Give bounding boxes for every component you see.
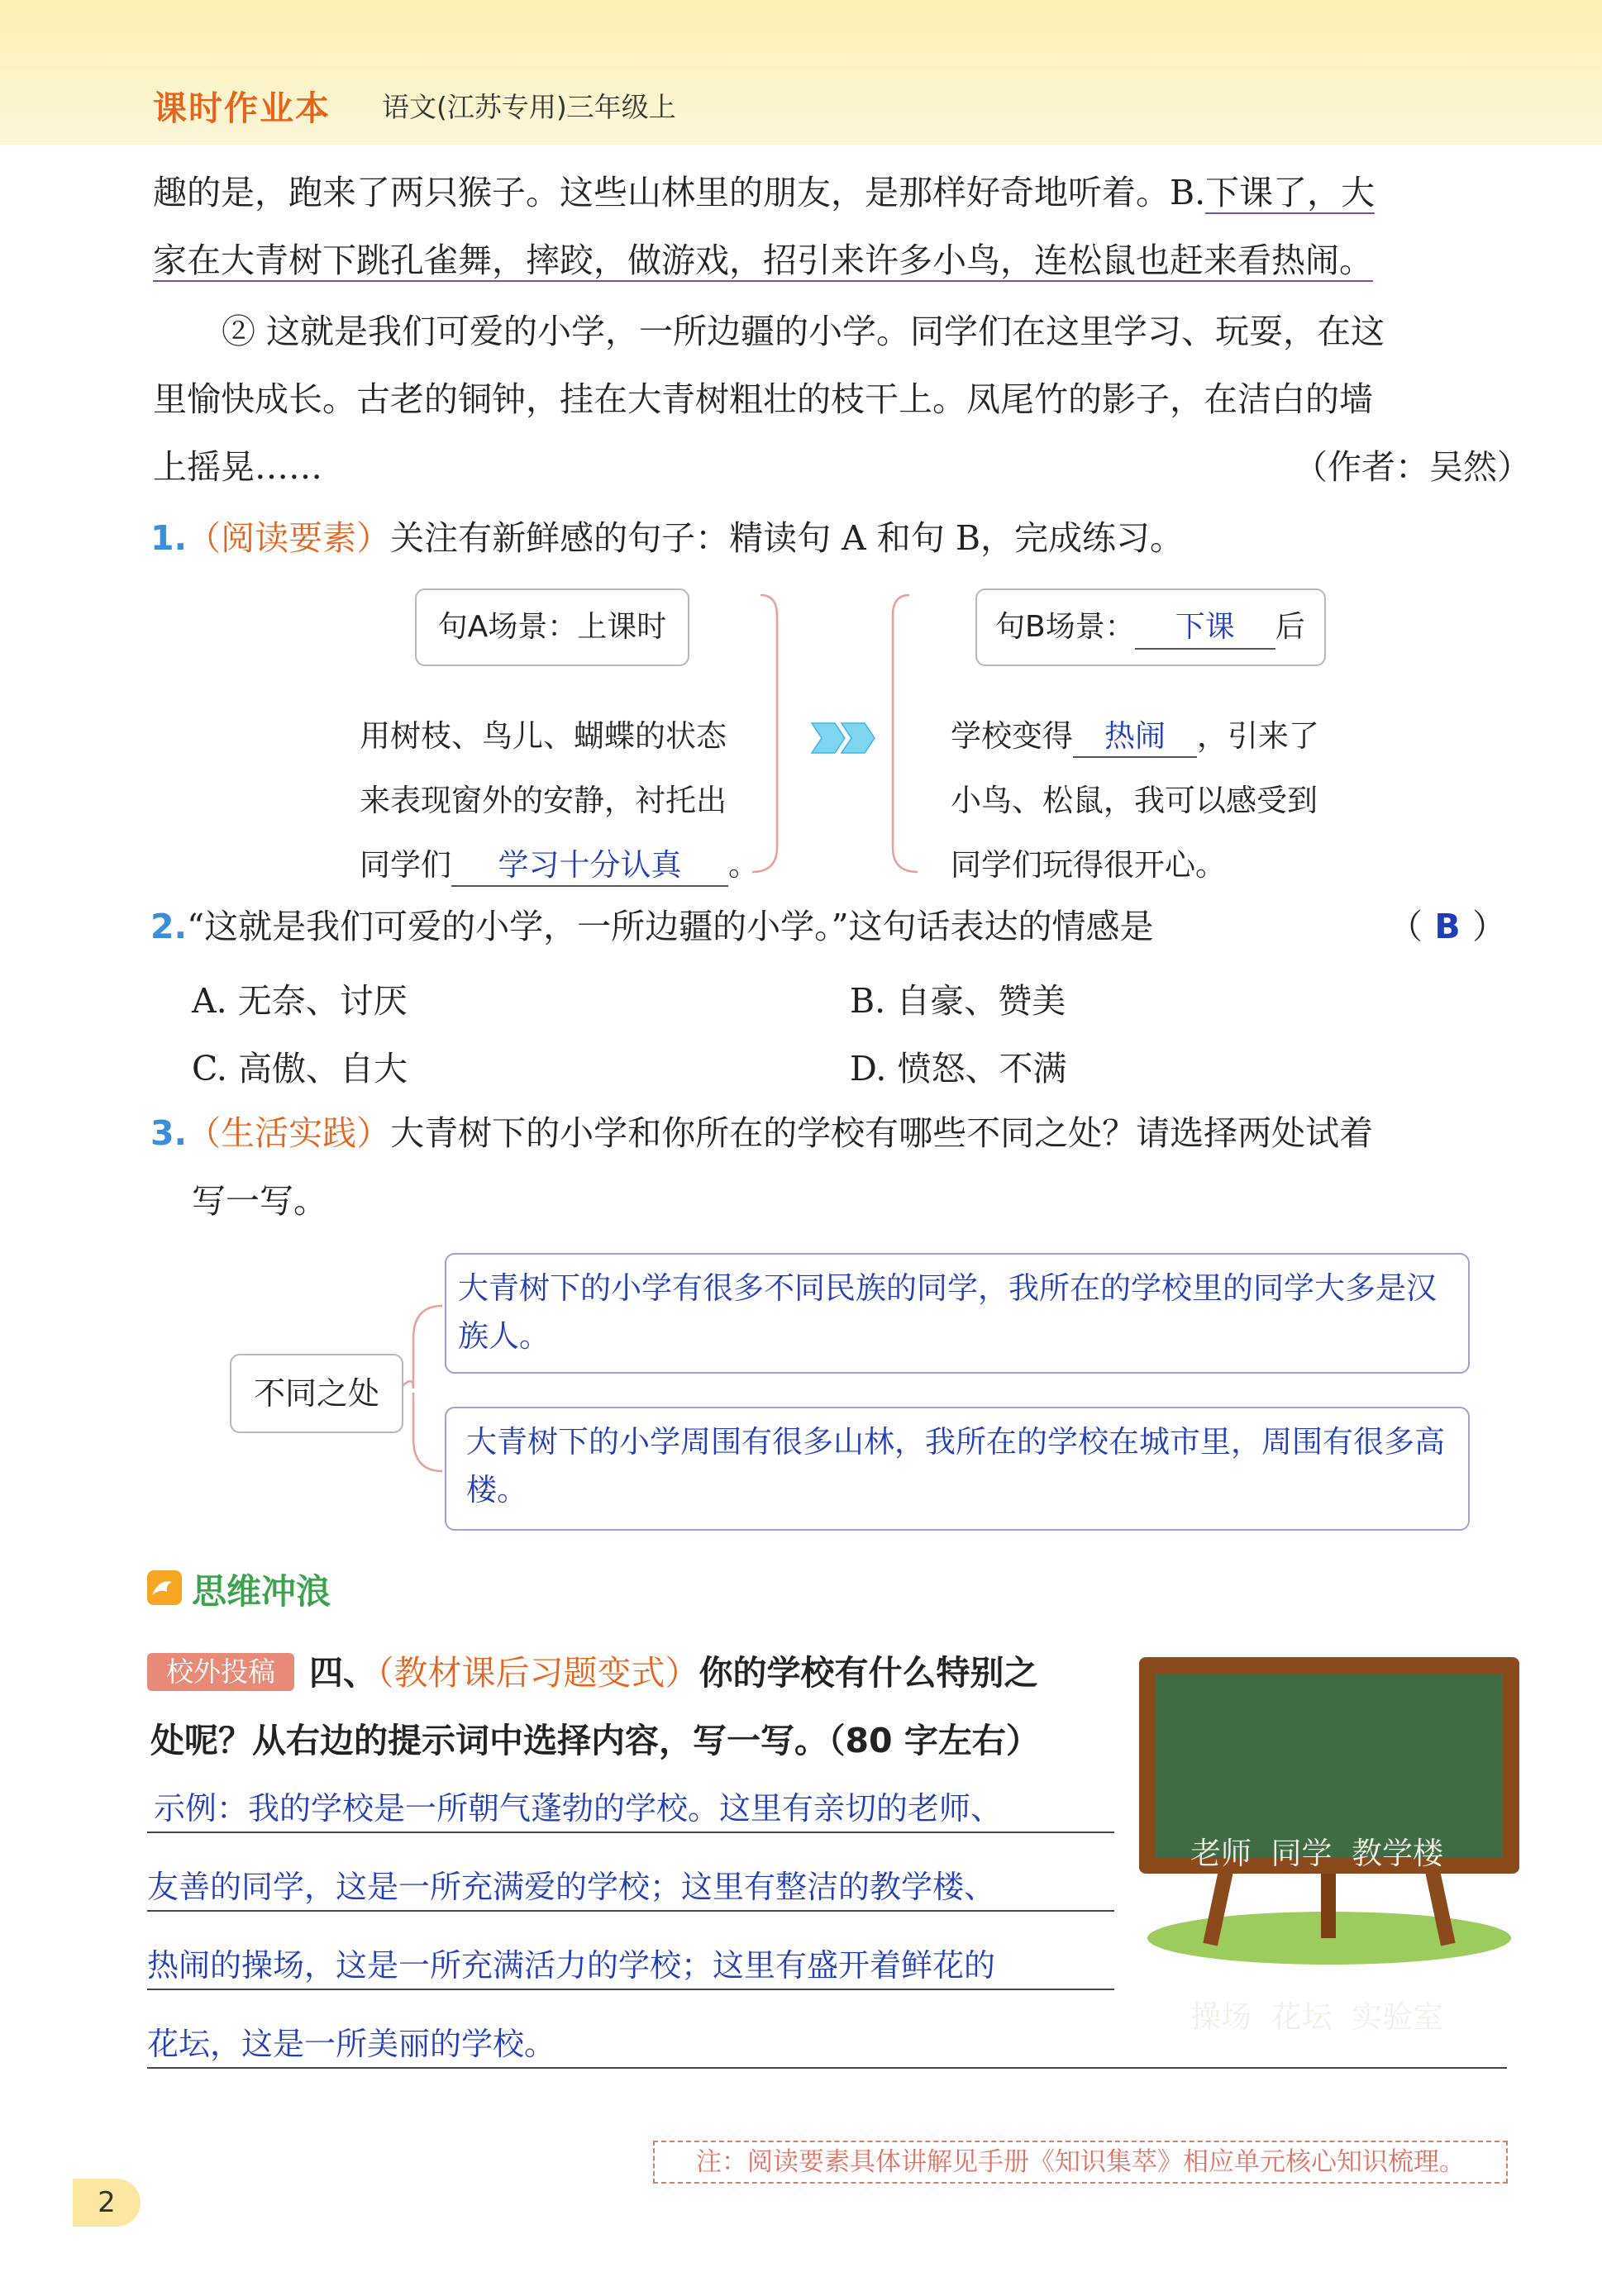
q3-answer-2[interactable]: 大青树下的小学周围有很多山林，我所在的学校在城市里，周围有很多高楼。 (445, 1407, 1470, 1531)
q4-text-1: 你的学校有什么特别之 (698, 1653, 1038, 1693)
q1-text: 关注有新鲜感的句子：精读句 A 和句 B，完成练习。 (390, 518, 1184, 558)
q1-left-line-2: 来表现窗外的安静，衬托出 (360, 783, 727, 818)
q2-answer-bracket (1389, 893, 1506, 960)
q2-option-a[interactable]: A. 无奈、讨厌 (192, 981, 408, 1021)
q1-arrow-2 (842, 723, 875, 753)
q1-box-b-answer[interactable]: 下课 (1135, 607, 1275, 650)
q1-right-line-1-suffix: ，引来了 (1197, 718, 1319, 754)
passage-para2-line3: 上摇晃…… (153, 447, 322, 487)
passage-para2-line1: ② 这就是我们可爱的小学，一所边疆的小学。同学们在这里学习、玩耍，在这 (222, 312, 1385, 351)
passage-para2-line2: 里愉快成长。古老的铜钟，挂在大青树粗壮的枝干上。凤尾竹的影子，在洁白的墙 (153, 379, 1373, 419)
q1-right-line-3: 同学们玩得很开心。 (951, 847, 1226, 883)
brand-title: 课时作业本 (153, 88, 331, 128)
q1-left-text (360, 704, 759, 898)
q1-right-text (951, 704, 1319, 898)
subject-label: 语文(江苏专用)三年级上 (382, 91, 676, 123)
page-number: 2 (73, 2179, 141, 2227)
q4-label: 四、 (309, 1653, 377, 1693)
q2-bracket-close: ） (1472, 907, 1506, 946)
q2-answer[interactable]: B (1434, 907, 1461, 946)
q4-answer-line-4[interactable]: 花坛，这是一所美丽的学校。 (147, 2019, 1507, 2069)
q1-box-a: 句A场景：上课时 (415, 588, 689, 666)
q3-number: 3. (150, 1113, 188, 1153)
blackboard-line-1: 老师 同学 教学楼 (1190, 1836, 1444, 1871)
passage-line-2 (153, 226, 1373, 294)
q1-right-line-1-prefix: 学校变得 (951, 718, 1073, 754)
q1-right-bracket (893, 595, 918, 872)
q2-option-c[interactable]: C. 高傲、自大 (192, 1049, 408, 1088)
q4-text-2: 处呢？从右边的提示词中选择内容，写一写。（80 字左右） (150, 1721, 1040, 1760)
q1-tag: （阅读要素） (187, 518, 391, 558)
passage-line-2-text: 家在大青树下跳孔雀舞，摔跤，做游戏，招引来许多小鸟，连松鼠也赶来看热闹。 (153, 241, 1373, 280)
q3-answer-1[interactable]: 大青树下的小学有很多不同民族的同学，我所在的学校里的同学大多是汉族人。 (445, 1253, 1470, 1374)
footer-note: 注：阅读要素具体讲解见手册《知识集萃》相应单元核心知识梳理。 (653, 2141, 1508, 2184)
passage-author: （作者：吴然） (1294, 447, 1531, 487)
blackboard-line-2: 操场 花坛 实验室 (1190, 1999, 1444, 2035)
q1-prompt (150, 504, 1184, 572)
q1-number: 1. (150, 518, 188, 558)
q1-left-line-1: 用树枝、鸟儿、蝴蝶的状态 (360, 718, 727, 754)
q3-label-box: 不同之处 (230, 1354, 403, 1433)
q1-right-line-1 (951, 704, 1319, 769)
passage-line-1a: 趣的是，跑来了两只猴子。这些山林里的朋友，是那样好奇地听着。B. (153, 173, 1206, 212)
q2-number: 2. (150, 907, 188, 946)
q1-brackets (744, 591, 926, 880)
section-wave-icon (147, 1570, 182, 1605)
q2-bracket-open: （ (1389, 907, 1423, 946)
q3-text-2: 写一写。 (192, 1181, 327, 1221)
q2-option-b[interactable]: B. 自豪、赞美 (850, 981, 1066, 1021)
q4-answer-line-3[interactable]: 热闹的操场，这是一所充满活力的学校；这里有盛开着鲜花的 (147, 1941, 1114, 1990)
q3-text-1: 大青树下的小学和你所在的学校有哪些不同之处？请选择两处试着 (390, 1113, 1374, 1153)
q4-prompt-line-1 (309, 1639, 1038, 1707)
q2-text: “这就是我们可爱的小学，一所边疆的小学。”这句话表达的情感是 (187, 907, 1154, 946)
q1-left-line-3-prefix: 同学们 (360, 847, 451, 883)
q1-box-b-prefix: 句B场景： (995, 610, 1135, 644)
q1-left-line-3-suffix: 。 (728, 847, 759, 883)
q1-right-answer[interactable]: 热闹 (1073, 717, 1197, 758)
q4-answer-line-2[interactable]: 友善的同学，这是一所充满爱的学校；这里有整洁的教学楼、 (147, 1862, 1114, 1912)
q2-option-d[interactable]: D. 愤怒、不满 (850, 1049, 1067, 1088)
passage-line-1 (153, 159, 1509, 226)
q1-box-b-suffix: 后 (1275, 610, 1305, 644)
q1-left-answer[interactable]: 学习十分认真 (451, 846, 728, 887)
q4-answer-line-1[interactable]: 示例：我的学校是一所朝气蓬勃的学校。这里有亲切的老师、 (147, 1784, 1114, 1833)
q1-box-b (975, 588, 1326, 666)
q3-prompt-line-1 (150, 1099, 1373, 1167)
q1-right-line-2: 小鸟、松鼠，我可以感受到 (951, 783, 1318, 818)
q2-prompt (150, 893, 1154, 960)
q4-badge: 校外投稿 (147, 1653, 294, 1691)
q4-tag: （教材课后习题变式） (377, 1653, 699, 1693)
q1-left-line-3 (360, 833, 759, 898)
q1-arrow-1 (812, 723, 845, 753)
passage-line-1b: 下课了，大 (1205, 173, 1376, 212)
section-title: 思维冲浪 (192, 1571, 331, 1612)
q3-tag: （生活实践） (187, 1113, 391, 1153)
